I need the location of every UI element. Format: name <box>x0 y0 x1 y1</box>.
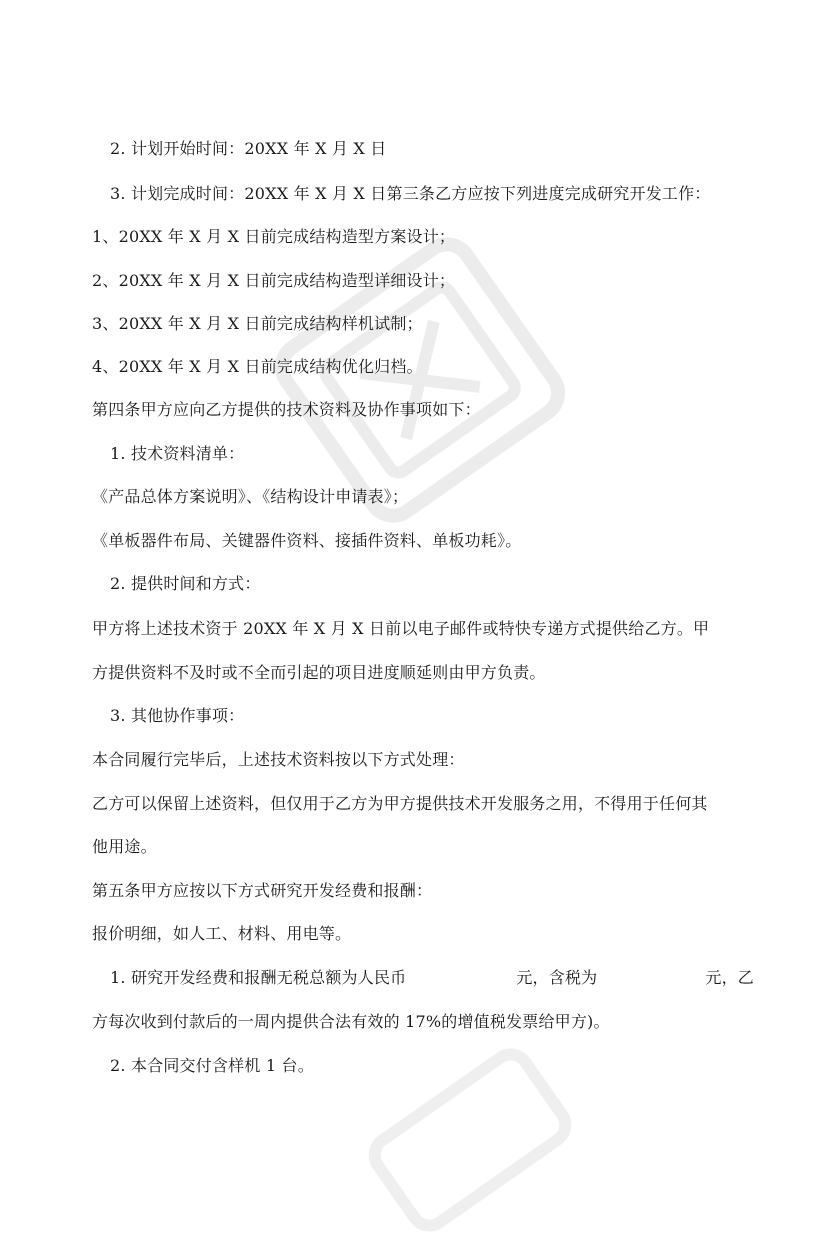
line-fee-paragraph-2: 方每次收到付款后的一周内提供合法有效的 17%的增值税发票给甲方)。 <box>92 1012 610 1031</box>
line-retain-paragraph-1: 乙方可以保留上述资料，但仅用于乙方为甲方提供技术开发服务之用，不得用于任何其 <box>92 794 708 813</box>
article-four-heading: 第四条甲方应向乙方提供的技术资料及协作事项如下： <box>92 400 481 419</box>
article-five-heading: 第五条甲方应按以下方式研究开发经费和报酬： <box>92 881 433 900</box>
line-quote-details: 报价明细，如人工、材料、用电等。 <box>92 924 352 943</box>
fee-text-2: 元，含税为 <box>516 968 598 987</box>
line-provide-paragraph-2: 方提供资料不及时或不全而引起的项目进度顺延则由甲方负责。 <box>92 663 546 682</box>
line-tech-list-1: 《产品总体方案说明》、《结构设计申请表》； <box>92 487 409 506</box>
line-other-cooperation-label: 3. 其他协作事项： <box>110 706 245 725</box>
line-schedule-2: 2、20XX 年 X 月 X 日前完成结构造型详细设计； <box>92 271 456 290</box>
watermark-logo-bottom <box>354 1033 587 1246</box>
line-plan-complete: 3. 计划完成时间：20XX 年 X 月 X 日第三条乙方应按下列进度完成研究开发工作： <box>110 184 711 203</box>
line-schedule-1: 1、20XX 年 X 月 X 日前完成结构造型方案设计； <box>92 227 456 246</box>
line-provide-paragraph-1: 甲方将上述技术资于 20XX 年 X 月 X 日前以电子邮件或特快专递方式提供给乙方。甲 <box>92 619 710 638</box>
line-provide-time-label: 2. 提供时间和方式： <box>110 574 261 593</box>
line-tech-list-2: 《单板器件布局、关键器件资料、接插件资料、单板功耗》。 <box>92 531 522 550</box>
line-deliver-sample: 2. 本合同交付含样机 1 台。 <box>110 1056 314 1075</box>
fee-text-1: 1. 研究开发经费和报酬无税总额为人民币 <box>110 968 407 987</box>
fee-text-3: 元，乙 <box>705 968 754 987</box>
line-schedule-4: 4、20XX 年 X 月 X 日前完成结构优化归档。 <box>92 357 423 376</box>
line-fee-paragraph-1 <box>110 967 754 989</box>
line-retain-paragraph-2: 他用途。 <box>92 837 157 856</box>
line-tech-list-label: 1. 技术资料清单： <box>110 444 245 463</box>
line-after-contract: 本合同履行完毕后，上述技术资料按以下方式处理： <box>92 750 465 769</box>
line-plan-start: 2. 计划开始时间：20XX 年 X 月 X 日 <box>110 139 387 158</box>
line-schedule-3: 3、20XX 年 X 月 X 日前完成结构样机试制； <box>92 314 423 333</box>
